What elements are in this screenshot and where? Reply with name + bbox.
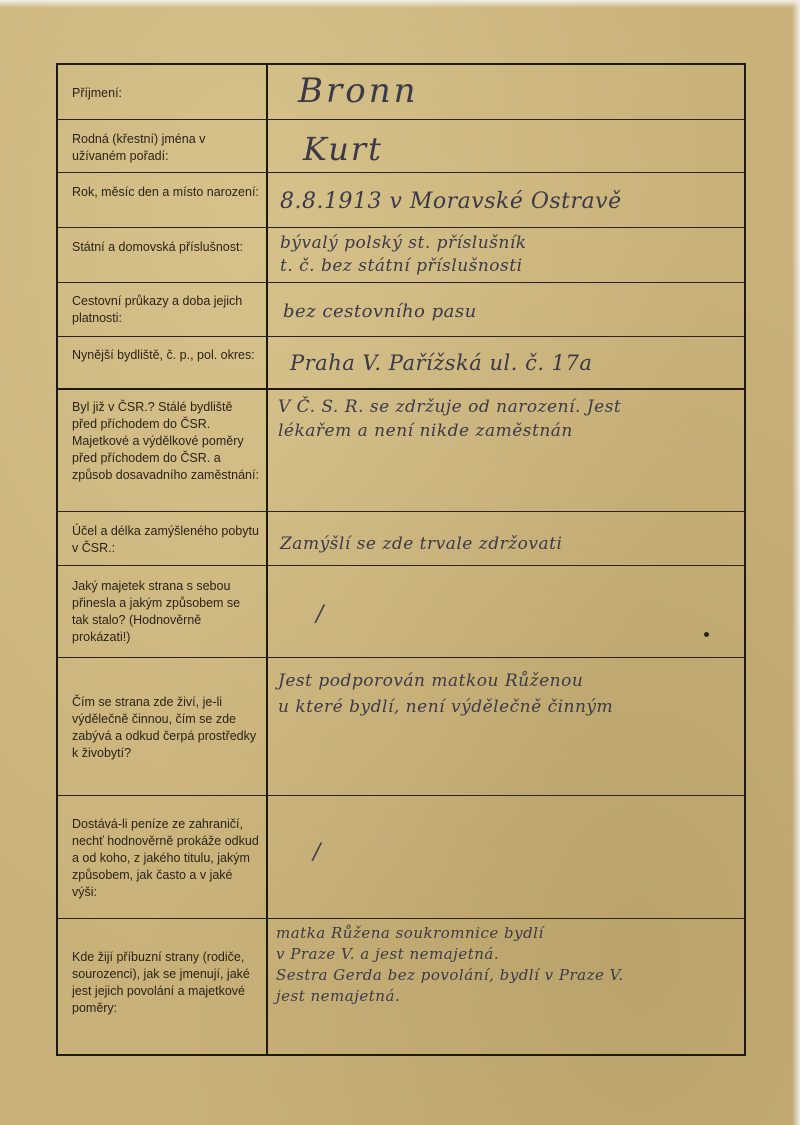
answer-line: Bronn [298, 71, 419, 111]
answer-birth [280, 189, 750, 214]
answer-purpose [280, 534, 750, 554]
answer-given-names [303, 130, 773, 168]
label-given-names: Rodná (křestní) jména v užívaném pořadí: [72, 132, 206, 163]
answer-livelihood [278, 668, 748, 720]
answer-line: v Praze V. a jest nemajetná. [276, 945, 500, 963]
label-relatives: Kde žijí příbuzní strany (rodiče, sourozenci), jak se jmenují, jaké jest jejich povolání a majetkové poměry: [72, 950, 250, 1015]
label-residence: Nynější bydliště, č. p., pol. okres: [72, 348, 255, 362]
answer-line: V Č. S. R. se zdržuje od narození. Jest [278, 397, 622, 417]
answer-property: / [316, 602, 324, 627]
answer-line: Kurt [303, 130, 383, 168]
row-residence [58, 337, 744, 390]
answer-line: bez cestovního pasu [283, 301, 477, 322]
row-given-names [58, 120, 744, 173]
row-surname [58, 65, 744, 120]
row-citizenship [58, 228, 744, 283]
label-purpose: Účel a délka zamýšleného pobytu v ČSR.: [72, 524, 259, 555]
row-money-abroad [58, 796, 744, 919]
answer-relatives [276, 923, 746, 1007]
answer-line: Zamýšlí se zde trvale zdržovati [280, 534, 563, 554]
label-citizenship: Státní a domovská příslušnost: [72, 240, 243, 254]
label-surname: Příjmení: [72, 86, 123, 100]
row-travel-documents [58, 283, 744, 337]
answer-travel-documents [283, 301, 753, 322]
row-previous-stay [58, 390, 744, 512]
answer-citizenship [280, 232, 750, 278]
row-birth [58, 173, 744, 228]
answer-previous-stay [278, 395, 748, 443]
answer-line: matka Růžena soukromnice bydlí [276, 924, 544, 942]
answer-line: 8.8.1913 v Moravské Ostravě [280, 189, 622, 214]
label-previous-stay: Byl již v ČSR.? Stálé bydliště před příchodem do ČSR. Majetkové a výdělkové poměry před příchodem do ČSR. a způsob dosavadního zaměstnání: [72, 400, 259, 482]
label-money-abroad: Dostává-li peníze ze zahraničí, nechť hodnověrně prokáže odkud a od koho, z jakého titulu, jakým způsobem, jak často a v jaké výši: [72, 817, 259, 899]
answer-money-abroad: / [313, 840, 321, 865]
answer-residence [290, 351, 760, 375]
paper-edge-top [0, 0, 800, 8]
answer-line: jest nemajetná. [276, 987, 401, 1005]
answer-line: Praha V. Pařížská ul. č. 17a [290, 351, 593, 375]
label-birth: Rok, měsíc den a místo narození: [72, 185, 259, 199]
answer-surname [298, 71, 768, 111]
answer-line: lékařem a není nikde zaměstnán [278, 421, 573, 441]
row-relatives [58, 919, 744, 1055]
answer-line: u které bydlí, není výdělečně činným [278, 697, 614, 717]
row-purpose [58, 512, 744, 566]
label-property: Jaký majetek strana s sebou přinesla a jakým způsobem se tak stalo? (Hodnověrně prokázati!) [72, 579, 241, 644]
answer-line: t. č. bez státní příslušnosti [280, 256, 523, 276]
registration-form [56, 63, 746, 1056]
row-livelihood [58, 658, 744, 796]
ink-dot [704, 632, 709, 637]
row-property [58, 566, 744, 658]
label-livelihood: Čím se strana zde živí, je-li výdělečně činnou, čím se zde zabývá a odkud čerpá prostředky k živobytí? [72, 695, 257, 760]
paper-edge-right [792, 0, 800, 1125]
answer-line: Jest podporován matkou Růženou [278, 671, 584, 691]
label-travel-documents: Cestovní průkazy a doba jejich platnosti: [72, 294, 243, 325]
answer-line: Sestra Gerda bez povolání, bydlí v Praze V. [276, 966, 624, 984]
answer-line: bývalý polský st. příslušník [280, 233, 527, 253]
